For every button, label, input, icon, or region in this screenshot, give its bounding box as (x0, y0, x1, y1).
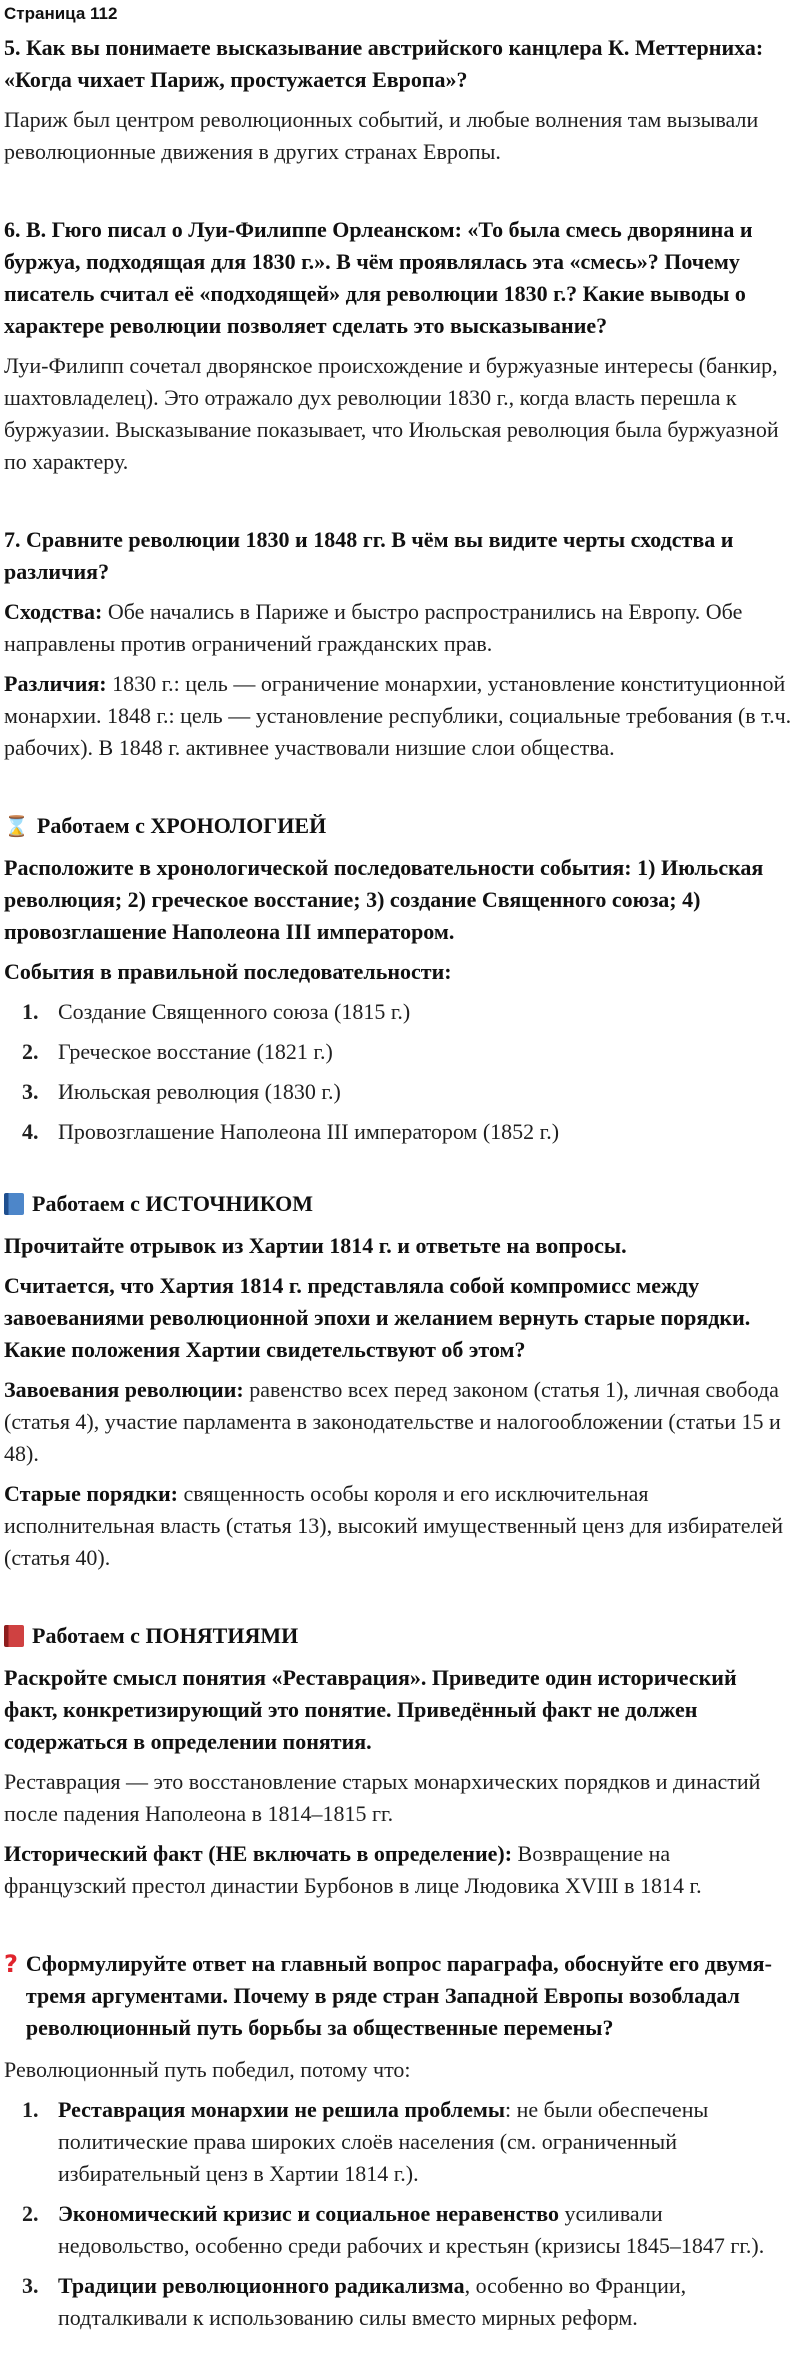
gains-text: равенство всех перед законом (статья 1), личная свобода (статья 4), участие парламента в законодательстве и налогообложении (статьи 15 и 48). (4, 1377, 781, 1466)
list-item: 4. Провозглашение Наполеона III императором (1852 г.) (22, 1119, 560, 1144)
concepts-heading (4, 1620, 792, 1652)
main-intro: Революционный путь победил, потому что: (4, 2057, 411, 2082)
concepts-section (4, 1620, 792, 1902)
chronology-heading (4, 810, 792, 842)
chronology-task: Расположите в хронологической последовательности события: 1) Июльская революция; 2) греческое восстание; 3) создание Священного союза; 4) провозглашение Наполеона III императором. (4, 855, 764, 944)
old-order-label: Старые порядки: (4, 1481, 178, 1506)
chronology-order-label: События в правильной последовательности: (4, 959, 452, 984)
question-6: 6. В. Гюго писал о Луи-Филиппе Орлеанском: «То была смесь дворянина и буржуа, подходящая для 1830 г.». В чём проявлялась эта «смесь»? Почему писатель считал её «подходящей» для революции 1830 г.? Какие выводы о характере революции позволяет сделать это высказывание? (4, 217, 753, 338)
fact-label: Исторический факт (НЕ включать в определение): (4, 1841, 513, 1866)
page-label: Страница 112 (4, 4, 118, 23)
gains-label: Завоевания революции: (4, 1377, 244, 1402)
question-mark-icon: ? (4, 1950, 18, 1978)
question-5: 5. Как вы понимаете высказывание австрийского канцлера К. Меттерниха: «Когда чихает Париж, простужается Европа»? (4, 35, 764, 92)
main-argument-list (4, 2094, 792, 2334)
fact-text: Возвращение на французский престол династии Бурбонов в лице Людовика XVIII в 1814 г. (4, 1841, 702, 1898)
source-task: Прочитайте отрывок из Хартии 1814 г. и ответьте на вопросы. (4, 1233, 627, 1258)
differences-text: 1830 г.: цель — ограничение монархии, установление конституционной монархии. 1848 г.: цель — установление республики, социальные требования (в т.ч. рабочих). В 1848 г. активнее участвовали низшие слои общества. (4, 671, 792, 760)
main-question-section (4, 1948, 792, 2334)
source-section (4, 1188, 792, 1574)
question-6-block (4, 214, 792, 478)
main-question-text: Сформулируйте ответ на главный вопрос параграфа, обоснуйте его двумя-тремя аргументами. Почему в ряде стран Западной Европы возобладал революционный путь борьбы за общественные перемены? (25, 1951, 772, 2040)
list-item: 1. Создание Священного союза (1815 г.) (22, 999, 411, 1024)
list-item: 3. Традиции революционного радикализма, особенно во Франции, подталкивали к использованию силы вместо мирных реформ. (22, 2273, 687, 2330)
concepts-definition: Реставрация — это восстановление старых монархических порядков и династий после падения Наполеона в 1814–1815 гг. (4, 1769, 761, 1826)
chronology-list (4, 996, 792, 1148)
answer-6: Луи-Филипп сочетал дворянское происхождение и буржуазные интересы (банкир, шахтовладелец). Это отражало дух революции 1830 г., когда власть перешла к буржуазии. Высказывание показывает, что Июльская революция была буржуазной по характеру. (4, 353, 779, 474)
list-item: 2. Экономический кризис и социальное неравенство усиливали недовольство, особенно среди рабочих и крестьян (кризисы 1845–1847 гг.). (22, 2201, 765, 2258)
question-5-block (4, 32, 792, 168)
chronology-section (4, 810, 792, 1148)
list-item: 2. Греческое восстание (1821 г.) (22, 1039, 333, 1064)
question-7: 7. Сравните революции 1830 и 1848 гг. В чём вы видите черты сходства и различия? (4, 527, 734, 584)
answer-5: Париж был центром революционных событий, и любые волнения там вызывали революционные движения в других странах Европы. (4, 107, 759, 164)
old-order-text: священность особы короля и его исключительная исполнительная власть (статья 13), высокий имущественный ценз для избирателей (статья 40). (4, 1481, 784, 1570)
differences-label: Различия: (4, 671, 107, 696)
source-heading (4, 1188, 792, 1220)
chronology-heading-text: Работаем с ХРОНОЛОГИЕЙ (36, 813, 327, 838)
similarities-text: Обе начались в Париже и быстро распространились на Европу. Обе направлены против ограничений гражданских прав. (4, 599, 743, 656)
red-book-icon (4, 1625, 24, 1647)
main-question-heading (4, 1948, 792, 2044)
source-heading-text: Работаем с ИСТОЧНИКОМ (32, 1191, 314, 1216)
answer-7-similarities (4, 596, 792, 660)
hourglass-icon: ⌛ (4, 814, 29, 838)
concepts-fact (4, 1838, 792, 1902)
question-7-block (4, 524, 792, 764)
source-gains (4, 1374, 792, 1470)
answer-7-differences (4, 668, 792, 764)
blue-book-icon (4, 1193, 24, 1215)
concepts-task: Раскройте смысл понятия «Реставрация». Приведите один исторический факт, конкретизирующий это понятие. Приведённый факт не должен содержаться в определении понятия. (4, 1665, 737, 1754)
source-question: Считается, что Хартия 1814 г. представляла собой компромисс между завоеваниями революционной эпохи и желанием вернуть старые порядки. Какие положения Хартии свидетельствуют об этом? (4, 1273, 751, 1362)
similarities-label: Сходства: (4, 599, 103, 624)
list-item: 1. Реставрация монархии не решила проблемы: не были обеспечены политические права широких слоёв населения (см. ограниченный избирательный ценз в Хартии 1814 г.). (22, 2097, 709, 2186)
concepts-heading-text: Работаем с ПОНЯТИЯМИ (32, 1623, 299, 1648)
source-old-order (4, 1478, 792, 1574)
list-item: 3. Июльская революция (1830 г.) (22, 1079, 341, 1104)
